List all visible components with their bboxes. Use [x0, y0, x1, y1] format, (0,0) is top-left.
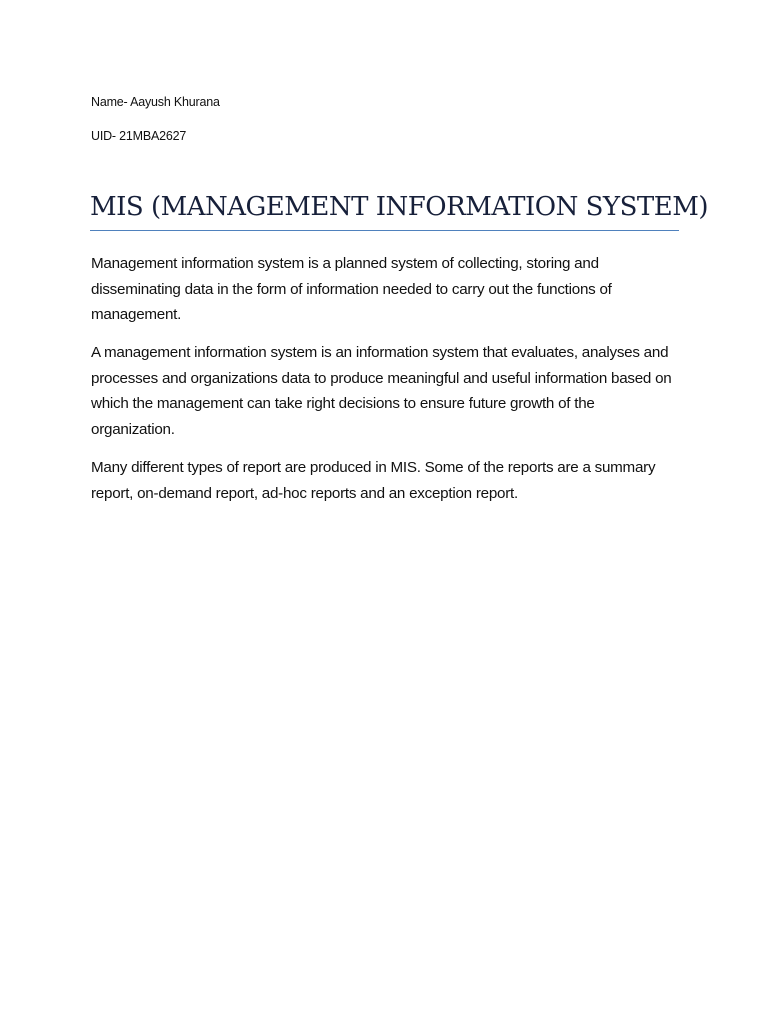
paragraph-definition: Management information system is a planned system of collecting, storing and disseminating data in the form of information needed to carry out the functions of management. — [91, 255, 612, 323]
paragraph-purpose: A management information system is an information system that evaluates, analyses and processes and organizations data to produce meaningful and useful information based on which the management can take right decisions to ensure future growth of the organization. — [91, 344, 672, 438]
author-name: Name- Aayush Khurana — [91, 95, 220, 109]
author-uid: UID- 21MBA2627 — [91, 129, 187, 143]
title-underline — [90, 230, 679, 231]
paragraph-reports: Many different types of report are produced in MIS. Some of the reports are a summary report, on-demand report, ad-hoc reports and an exception report. — [91, 459, 656, 502]
document-title: MIS (MANAGEMENT INFORMATION SYSTEM) — [90, 192, 708, 222]
